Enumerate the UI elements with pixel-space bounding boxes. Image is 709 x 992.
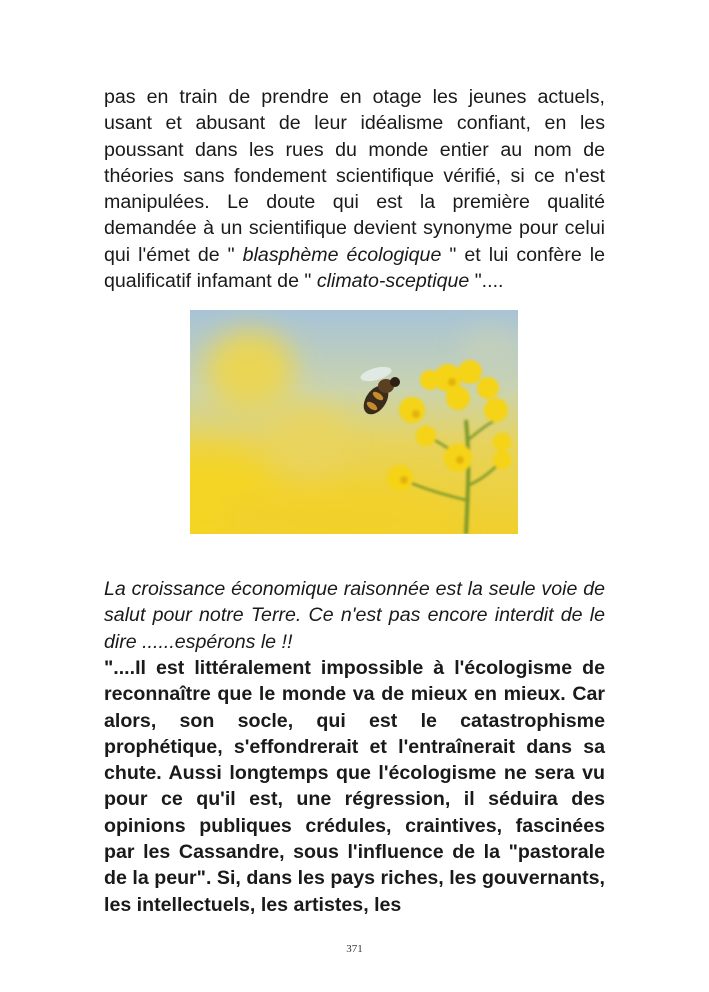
paragraph-3-text: "....Il est littéralement impossible à l'écologisme de reconnaître que le monde va de mieux en mieux. Car alors, son socle, qui est le catastrophisme prophétique, s'effondrerait et l'entraînerait dans sa chute. Aussi longtemps que l'écologisme ne sera vu pour ce qu'il est, une régression, il séduira des opinions publiques crédules, craintives, fascinées par les Cassandre, sous l'influence de la "pastorale de la peur". Si, dans les pays riches, les gouvernants, les intellectuels, les artistes, les [104, 657, 605, 916]
page-number: 371 [346, 943, 363, 955]
paragraph-2-text: La croissance économique raisonnée est la seule voie de salut pour notre Terre. Ce n'est pas encore interdit de le dire ......espérons le !! [104, 578, 605, 653]
paragraph-3 [104, 655, 605, 918]
bee-flower-image [190, 310, 518, 534]
paragraph-1-text-a: pas en train de prendre en otage les jeunes actuels, usant et abusant de leur idéalisme confiant, en les poussant dans les rues du monde entier au nom de théories sans fondement scientifique vérifié, si ce n'est manipulées. Le doute qui est la première qualité demandée à un scientifique devient synonyme pour celui qui l'émet de " [104, 86, 605, 266]
emphasis-climato-sceptique: climato-sceptique [316, 270, 470, 293]
paragraph-1-text-b: " et lui confère le qualificatif infamant de " [104, 243, 605, 293]
paragraph-1-text-c: ".... [469, 270, 504, 293]
paragraph-1 [104, 84, 605, 294]
bee-flower-photo [190, 310, 518, 534]
paragraph-2 [104, 576, 605, 655]
emphasis-blaspheme: blasphème écologique [242, 243, 442, 266]
